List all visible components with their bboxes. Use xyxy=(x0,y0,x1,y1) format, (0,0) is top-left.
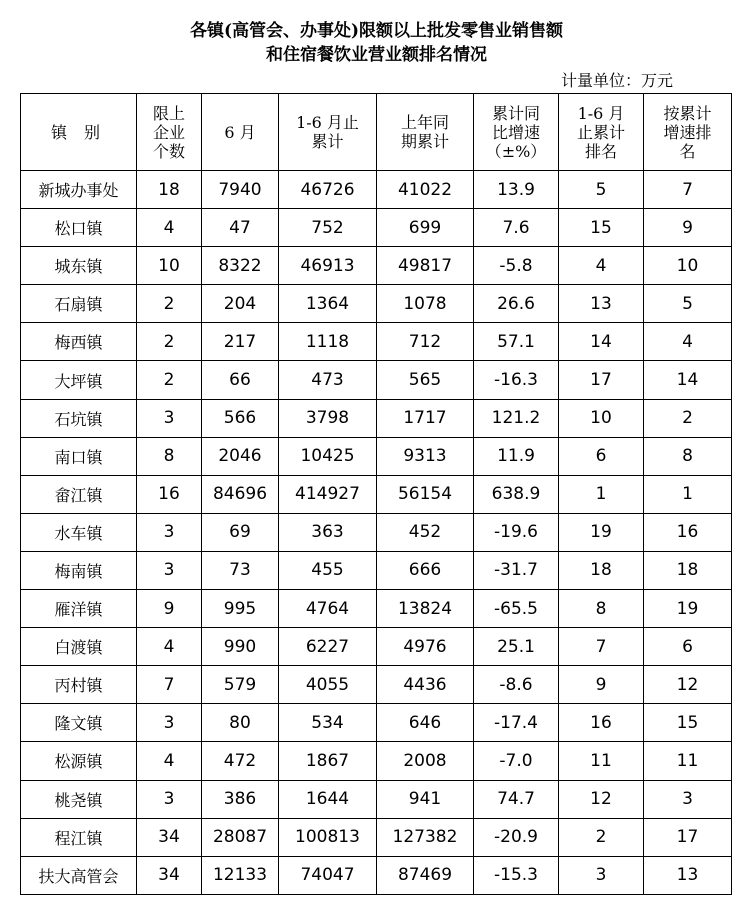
value-cell: 217 xyxy=(202,323,279,361)
column-header-6 xyxy=(559,94,644,171)
value-cell: 10 xyxy=(137,247,202,285)
value-cell: 13 xyxy=(559,285,644,323)
town-name-cell: 程江镇 xyxy=(21,818,137,856)
table-row xyxy=(21,856,732,894)
column-header-line: 6 月 xyxy=(224,122,256,142)
town-name-cell: 水车镇 xyxy=(21,513,137,551)
value-cell: 18 xyxy=(137,171,202,209)
value-cell: 2008 xyxy=(377,742,474,780)
value-cell: -20.9 xyxy=(474,818,559,856)
value-cell: 9 xyxy=(644,209,732,247)
value-cell: 8 xyxy=(644,437,732,475)
value-cell: 74047 xyxy=(279,856,377,894)
value-cell: 13824 xyxy=(377,590,474,628)
value-cell: 18 xyxy=(644,551,732,589)
header-row xyxy=(21,94,732,171)
value-cell: 57.1 xyxy=(474,323,559,361)
value-cell: 28087 xyxy=(202,818,279,856)
unit-label: 计量单位：万元 xyxy=(560,71,673,90)
column-header-5 xyxy=(474,94,559,171)
column-header-line: 累计同 xyxy=(491,103,540,123)
table-row xyxy=(21,818,732,856)
value-cell: 4 xyxy=(559,247,644,285)
town-name-cell: 大坪镇 xyxy=(21,361,137,399)
town-name-cell: 桃尧镇 xyxy=(21,780,137,818)
column-header-line: 名 xyxy=(679,141,696,161)
value-cell: 84696 xyxy=(202,475,279,513)
value-cell: 6 xyxy=(559,437,644,475)
value-cell: 73 xyxy=(202,551,279,589)
value-cell: 1644 xyxy=(279,780,377,818)
value-cell: 11 xyxy=(559,742,644,780)
value-cell: 12 xyxy=(644,666,732,704)
column-header-0 xyxy=(21,94,137,171)
table-row xyxy=(21,361,732,399)
value-cell: 414927 xyxy=(279,475,377,513)
town-name-cell: 梅西镇 xyxy=(21,323,137,361)
town-name-cell: 石扇镇 xyxy=(21,285,137,323)
value-cell: 41022 xyxy=(377,171,474,209)
value-cell: 699 xyxy=(377,209,474,247)
value-cell: 4 xyxy=(644,323,732,361)
table-row xyxy=(21,628,732,666)
value-cell: 386 xyxy=(202,780,279,818)
town-name-cell: 畲江镇 xyxy=(21,475,137,513)
value-cell: -8.6 xyxy=(474,666,559,704)
value-cell: 66 xyxy=(202,361,279,399)
value-cell: 363 xyxy=(279,513,377,551)
value-cell: 17 xyxy=(559,361,644,399)
value-cell: 452 xyxy=(377,513,474,551)
value-cell: 10 xyxy=(644,247,732,285)
value-cell: 995 xyxy=(202,590,279,628)
value-cell: 7 xyxy=(137,666,202,704)
column-header-7 xyxy=(644,94,732,171)
town-name-cell: 丙村镇 xyxy=(21,666,137,704)
value-cell: 4976 xyxy=(377,628,474,666)
table-row xyxy=(21,323,732,361)
value-cell: 121.2 xyxy=(474,399,559,437)
column-header-line: 比增速 xyxy=(491,122,540,142)
value-cell: 3798 xyxy=(279,399,377,437)
value-cell: 8 xyxy=(137,437,202,475)
column-header-line: （±%） xyxy=(485,141,547,161)
value-cell: 579 xyxy=(202,666,279,704)
town-name-cell: 梅南镇 xyxy=(21,551,137,589)
value-cell: 4055 xyxy=(279,666,377,704)
column-header-line: 期累计 xyxy=(400,132,449,151)
value-cell: 1118 xyxy=(279,323,377,361)
value-cell: 8 xyxy=(559,590,644,628)
value-cell: 3 xyxy=(137,704,202,742)
value-cell: 2 xyxy=(137,323,202,361)
town-name-cell: 雁洋镇 xyxy=(21,590,137,628)
value-cell: 534 xyxy=(279,704,377,742)
value-cell: 10425 xyxy=(279,437,377,475)
town-name-cell: 南口镇 xyxy=(21,437,137,475)
value-cell: 87469 xyxy=(377,856,474,894)
value-cell: 473 xyxy=(279,361,377,399)
value-cell: 100813 xyxy=(279,818,377,856)
value-cell: 25.1 xyxy=(474,628,559,666)
value-cell: 3 xyxy=(137,513,202,551)
town-name-cell: 白渡镇 xyxy=(21,628,137,666)
column-header-line: 累计 xyxy=(311,132,344,151)
value-cell: 646 xyxy=(377,704,474,742)
value-cell: 16 xyxy=(644,513,732,551)
value-cell: 9313 xyxy=(377,437,474,475)
value-cell: 15 xyxy=(644,704,732,742)
value-cell: 49817 xyxy=(377,247,474,285)
value-cell: 3 xyxy=(137,551,202,589)
value-cell: 4 xyxy=(137,628,202,666)
town-name-cell: 扶大高管会 xyxy=(21,856,137,894)
value-cell: 127382 xyxy=(377,818,474,856)
value-cell: 9 xyxy=(559,666,644,704)
value-cell: 56154 xyxy=(377,475,474,513)
value-cell: -17.4 xyxy=(474,704,559,742)
column-header-line: 限上 xyxy=(152,103,185,123)
value-cell: 204 xyxy=(202,285,279,323)
column-header-line: 排名 xyxy=(584,141,617,161)
value-cell: 638.9 xyxy=(474,475,559,513)
value-cell: 4 xyxy=(137,209,202,247)
value-cell: 4764 xyxy=(279,590,377,628)
town-name-cell: 新城办事处 xyxy=(21,171,137,209)
value-cell: 1867 xyxy=(279,742,377,780)
value-cell: -15.3 xyxy=(474,856,559,894)
value-cell: 666 xyxy=(377,551,474,589)
value-cell: -19.6 xyxy=(474,513,559,551)
value-cell: 69 xyxy=(202,513,279,551)
column-header-4 xyxy=(377,94,474,171)
value-cell: 46913 xyxy=(279,247,377,285)
table-row xyxy=(21,171,732,209)
value-cell: 1078 xyxy=(377,285,474,323)
value-cell: 13.9 xyxy=(474,171,559,209)
value-cell: -5.8 xyxy=(474,247,559,285)
value-cell: 2046 xyxy=(202,437,279,475)
column-header-line: 上年同 xyxy=(400,113,449,132)
column-header-3 xyxy=(279,94,377,171)
table-row xyxy=(21,247,732,285)
value-cell: 2 xyxy=(644,399,732,437)
value-cell: 566 xyxy=(202,399,279,437)
table-row xyxy=(21,437,732,475)
table-row xyxy=(21,513,732,551)
town-name-cell: 城东镇 xyxy=(21,247,137,285)
value-cell: 26.6 xyxy=(474,285,559,323)
column-header-1 xyxy=(137,94,202,171)
value-cell: 14 xyxy=(644,361,732,399)
table-body xyxy=(21,171,732,895)
value-cell: -16.3 xyxy=(474,361,559,399)
value-cell: 3 xyxy=(137,399,202,437)
page-title-line2: 和住宿餐饮业营业额排名情况 xyxy=(266,45,487,65)
value-cell: 11.9 xyxy=(474,437,559,475)
column-header-line: 按累计 xyxy=(663,103,712,123)
value-cell: 7.6 xyxy=(474,209,559,247)
value-cell: 4 xyxy=(137,742,202,780)
value-cell: 8322 xyxy=(202,247,279,285)
value-cell: 7940 xyxy=(202,171,279,209)
table-row xyxy=(21,551,732,589)
value-cell: -7.0 xyxy=(474,742,559,780)
column-header-line: 企业 xyxy=(152,122,185,142)
value-cell: 1364 xyxy=(279,285,377,323)
value-cell: 17 xyxy=(644,818,732,856)
value-cell: 12 xyxy=(559,780,644,818)
value-cell: -31.7 xyxy=(474,551,559,589)
value-cell: 18 xyxy=(559,551,644,589)
value-cell: 47 xyxy=(202,209,279,247)
ranking-table xyxy=(20,93,732,895)
value-cell: 3 xyxy=(137,780,202,818)
value-cell: 15 xyxy=(559,209,644,247)
value-cell: 16 xyxy=(559,704,644,742)
value-cell: 472 xyxy=(202,742,279,780)
column-header-line: 1-6 月止 xyxy=(296,113,359,132)
value-cell: 990 xyxy=(202,628,279,666)
value-cell: 3 xyxy=(644,780,732,818)
value-cell: 80 xyxy=(202,704,279,742)
value-cell: 19 xyxy=(644,590,732,628)
column-header-line: 止累计 xyxy=(576,122,625,142)
table-row xyxy=(21,704,732,742)
value-cell: 4436 xyxy=(377,666,474,704)
value-cell: 34 xyxy=(137,818,202,856)
value-cell: 10 xyxy=(559,399,644,437)
value-cell: 46726 xyxy=(279,171,377,209)
column-header-2 xyxy=(202,94,279,171)
value-cell: 2 xyxy=(559,818,644,856)
value-cell: 19 xyxy=(559,513,644,551)
value-cell: 6 xyxy=(644,628,732,666)
value-cell: 1 xyxy=(644,475,732,513)
value-cell: 2 xyxy=(137,361,202,399)
value-cell: 1717 xyxy=(377,399,474,437)
table-row xyxy=(21,285,732,323)
page-title-line1: 各镇(高管会、办事处)限额以上批发零售业销售额 xyxy=(189,21,564,41)
value-cell: 74.7 xyxy=(474,780,559,818)
value-cell: 712 xyxy=(377,323,474,361)
value-cell: 7 xyxy=(644,171,732,209)
table-row xyxy=(21,209,732,247)
town-name-cell: 松口镇 xyxy=(21,209,137,247)
town-name-cell: 石坑镇 xyxy=(21,399,137,437)
value-cell: 13 xyxy=(644,856,732,894)
value-cell: 5 xyxy=(559,171,644,209)
table-row xyxy=(21,742,732,780)
value-cell: 34 xyxy=(137,856,202,894)
value-cell: 565 xyxy=(377,361,474,399)
value-cell: 752 xyxy=(279,209,377,247)
column-header-line: 增速排 xyxy=(663,122,712,142)
value-cell: 941 xyxy=(377,780,474,818)
table-row xyxy=(21,666,732,704)
table-row xyxy=(21,399,732,437)
column-header-line: 个数 xyxy=(152,141,185,161)
table-row xyxy=(21,780,732,818)
value-cell: -65.5 xyxy=(474,590,559,628)
value-cell: 7 xyxy=(559,628,644,666)
column-header-line: 镇 别 xyxy=(50,122,107,142)
table-row xyxy=(21,475,732,513)
value-cell: 2 xyxy=(137,285,202,323)
value-cell: 6227 xyxy=(279,628,377,666)
town-name-cell: 松源镇 xyxy=(21,742,137,780)
town-name-cell: 隆文镇 xyxy=(21,704,137,742)
value-cell: 12133 xyxy=(202,856,279,894)
value-cell: 1 xyxy=(559,475,644,513)
column-header-line: 1-6 月 xyxy=(577,103,625,123)
table-row xyxy=(21,590,732,628)
value-cell: 5 xyxy=(644,285,732,323)
value-cell: 9 xyxy=(137,590,202,628)
value-cell: 14 xyxy=(559,323,644,361)
value-cell: 11 xyxy=(644,742,732,780)
value-cell: 3 xyxy=(559,856,644,894)
value-cell: 455 xyxy=(279,551,377,589)
value-cell: 16 xyxy=(137,475,202,513)
